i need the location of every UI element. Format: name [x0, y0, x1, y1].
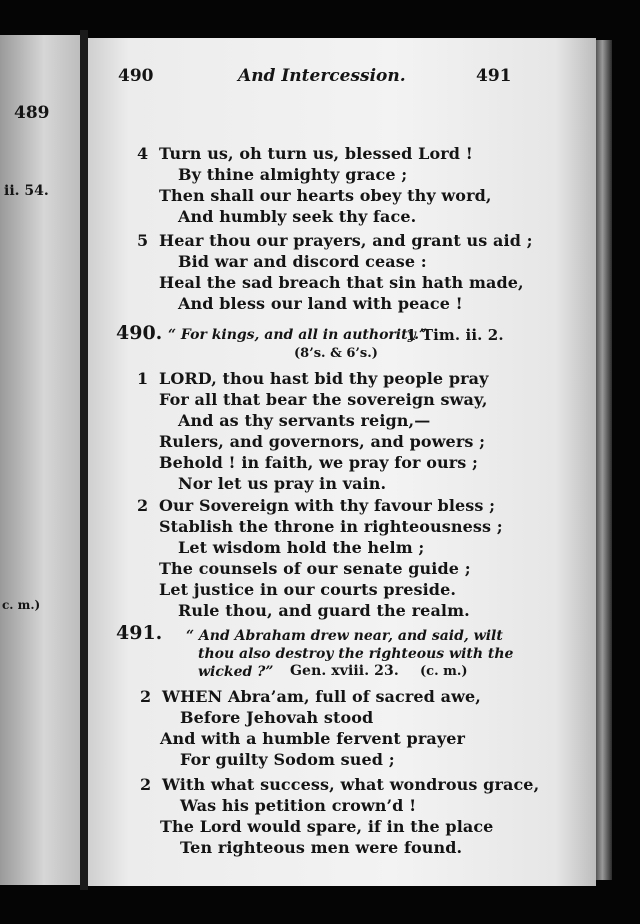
verse-line: The Lord would spare, if in the place [160, 817, 494, 836]
page-header [0, 66, 640, 96]
verse-line: Ten righteous men were found. [180, 838, 463, 857]
page-edge [596, 40, 612, 880]
verse-line: Then shall our hearts obey thy word, [159, 186, 492, 205]
verse-line: Before Jehovah stood [180, 708, 374, 727]
running-title: And Intercession. [238, 66, 406, 86]
verse-line: Nor let us pray in vain. [178, 474, 387, 493]
verse-line: And bless our land with peace ! [178, 294, 463, 313]
verse-line: WHEN Abra’am, full of sacred awe, [162, 687, 481, 706]
verse-line: Rule thou, and guard the realm. [178, 601, 470, 620]
verse-line: Turn us, oh turn us, blessed Lord ! [159, 144, 473, 163]
verse-line: By thine almighty grace ; [178, 165, 408, 184]
hymn-number-490: 490. [116, 322, 163, 344]
verse-line: For all that bear the sovereign sway, [159, 390, 488, 409]
hymn-490-epigraph: “ For kings, and all in authority.” [168, 327, 428, 343]
book-gutter [80, 30, 88, 890]
verse-line: Was his petition crown’d ! [180, 796, 417, 815]
verse-line: LORD, thou hast bid thy people pray [159, 369, 489, 388]
hymn-491-epigraph-line: wicked ?” [198, 664, 274, 680]
stanza-number: 2 [137, 496, 149, 515]
hymn-491-reference: Gen. xviii. 23. [290, 663, 399, 679]
verse-line: Let justice in our courts preside. [159, 580, 457, 599]
verse-line: For guilty Sodom sued ; [180, 750, 395, 769]
left-page-reference: ii. 54. [4, 183, 49, 199]
verse-line: With what success, what wondrous grace, [162, 775, 540, 794]
left-page-number: 489 [14, 103, 50, 123]
stanza-number: 4 [137, 144, 149, 163]
verse-line: And humbly seek thy face. [178, 207, 417, 226]
hymn-number-491: 491. [116, 622, 163, 644]
verse-line: The counsels of our senate guide ; [159, 559, 471, 578]
verse-line: Stablish the throne in righteousness ; [159, 517, 503, 536]
verse-line: Heal the sad breach that sin hath made, [159, 273, 524, 292]
stanza-number: 5 [137, 231, 149, 250]
stanza-number: 1 [137, 369, 149, 388]
hymn-490-reference: 1 Tim. ii. 2. [406, 326, 504, 344]
left-page-meter: c. m.) [2, 598, 41, 612]
verse-line: Our Sovereign with thy favour bless ; [159, 496, 496, 515]
verse-line: Behold ! in faith, we pray for ours ; [159, 453, 479, 472]
page-number-right: 491 [476, 66, 512, 86]
verse-line: Let wisdom hold the helm ; [178, 538, 425, 557]
verse-line: Rulers, and governors, and powers ; [159, 432, 486, 451]
hymn-491-epigraph-line: thou also destroy the righteous with the [198, 646, 514, 662]
hymn-491-meter: (c. m.) [420, 664, 468, 679]
facing-page-left [0, 35, 80, 885]
hymn-490-meter: (8’s. & 6’s.) [294, 346, 378, 361]
stanza-number: 2 [140, 775, 152, 794]
verse-line: Hear thou our prayers, and grant us aid ; [159, 231, 533, 250]
verse-line: And with a humble fervent prayer [160, 729, 466, 748]
verse-line: Bid war and discord cease : [178, 252, 427, 271]
hymn-491-epigraph-line: “ And Abraham drew near, and said, wilt [186, 628, 503, 644]
stanza-number: 2 [140, 687, 152, 706]
verse-line: And as thy servants reign,— [178, 411, 431, 430]
page-number-left: 490 [118, 66, 154, 86]
